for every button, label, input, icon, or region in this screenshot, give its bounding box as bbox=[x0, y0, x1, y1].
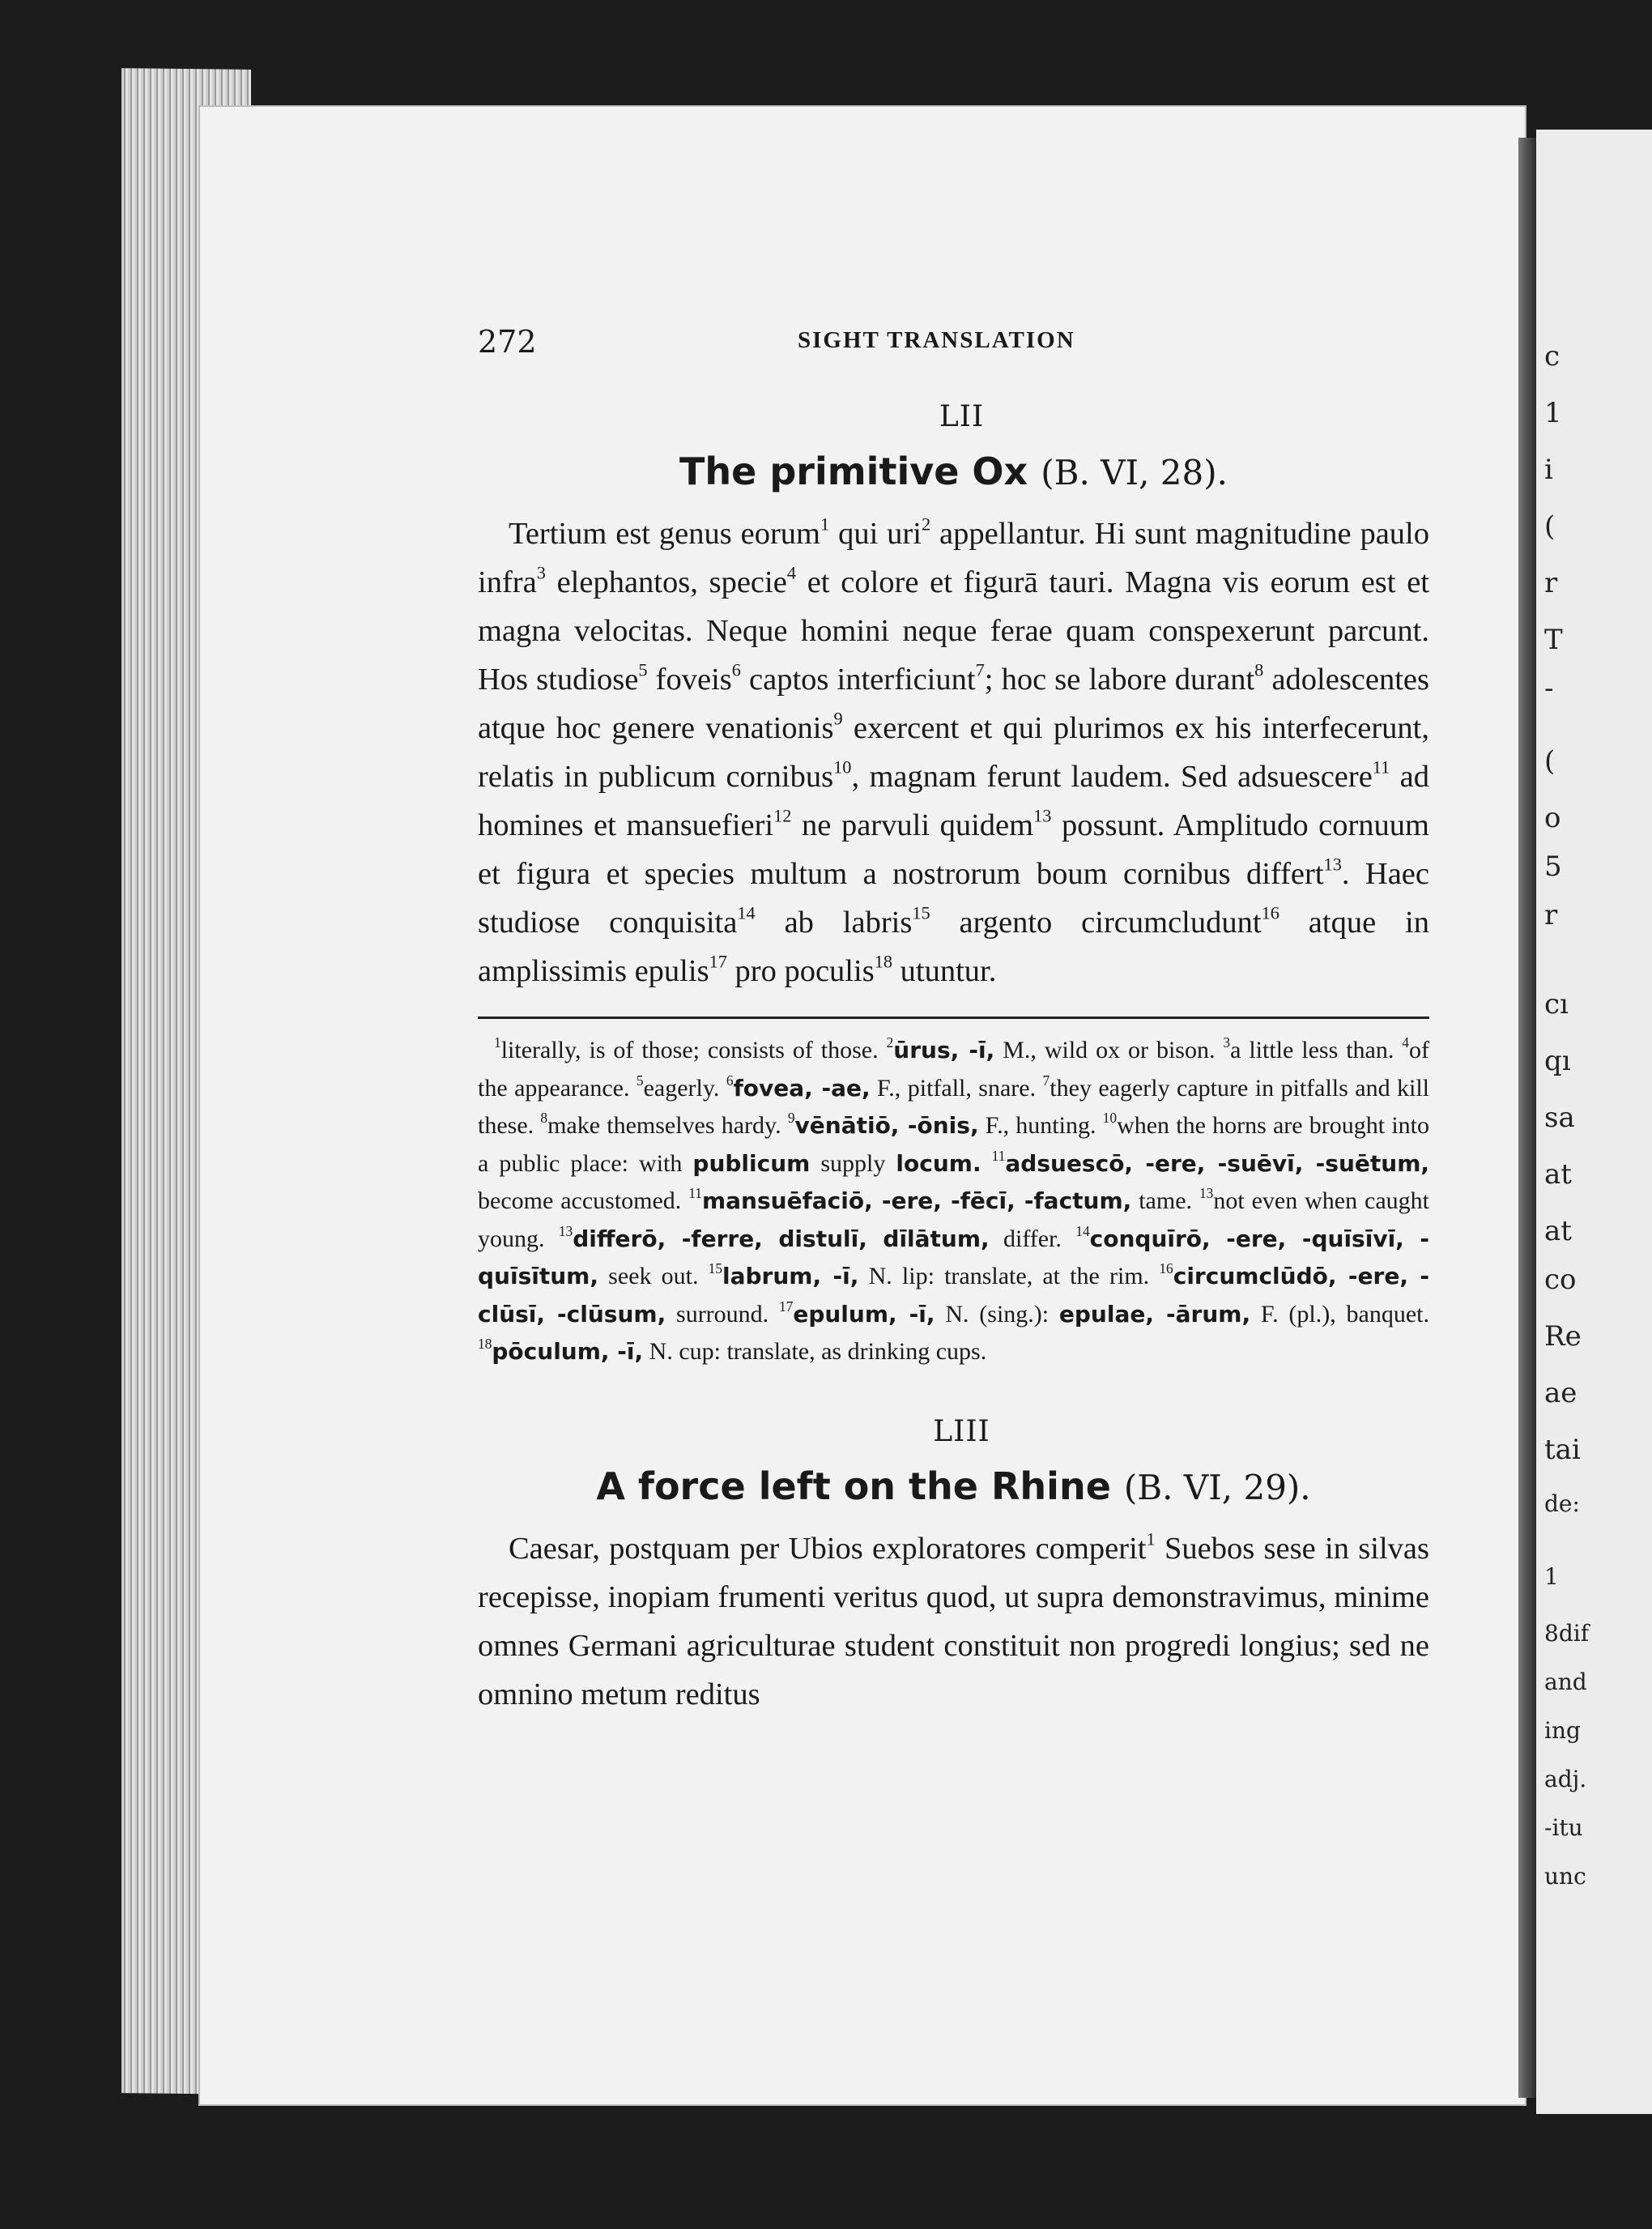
running-title: SIGHT TRANSLATION bbox=[798, 327, 1075, 353]
adjacent-page-text-fragment: ( bbox=[1544, 745, 1556, 778]
adjacent-page-text-fragment: at bbox=[1544, 1215, 1572, 1247]
adjacent-page-text-fragment: sa bbox=[1544, 1102, 1575, 1134]
adjacent-page-text-fragment: ing bbox=[1544, 1717, 1581, 1744]
latin-passage: Caesar, postquam per Ubios exploratores comperit$^1$ Suebos sese in silvas recepisse, inopiam frumenti veritus quod, ut supra demonstravimus, minime omnes Germani agriculturae student constituit non progredi longius; sed ne omnino metum reditus bbox=[478, 1528, 1429, 1711]
adjacent-page-text-fragment: - bbox=[1544, 672, 1554, 705]
page-number: 272 bbox=[478, 324, 537, 360]
adjacent-page-text-fragment: 1 bbox=[1544, 1563, 1559, 1590]
adjacent-page-text-fragment: adj. bbox=[1544, 1766, 1587, 1792]
page-content bbox=[478, 308, 1429, 1719]
section-number: LIII bbox=[933, 1414, 990, 1448]
adjacent-page-text-fragment: 1 bbox=[1544, 397, 1562, 429]
adjacent-page-text-fragment: cı bbox=[1544, 988, 1569, 1021]
adjacent-page-text-fragment: i bbox=[1544, 454, 1553, 486]
adjacent-page-text-fragment: r bbox=[1544, 567, 1558, 599]
adjacent-page-text-fragment: co bbox=[1544, 1264, 1577, 1296]
footnotes: $^1$literally, is of those; consists of those. $^2$ūrus, -ī, M., wild ox or bison. $^3$a little less than. $^4$of the appearance. $^5$eagerly. $^6$fovea, -ae, F., pitfall, snare. $^7$they eagerly capture in pitfalls and kill these. $^8$make themselves hardy. $^9$vēnātiō, -ōnis, F., hunting. $^{10}$when the horns are brought into a public place: with publicum supply locum. $^{11}$adsuescō, -ere, -suēvī, -suētum, become accustomed. $^{11}$mansuēfaciō, -ere, -fēcī, -factum, tame. $^{13}$not even when caught young. $^{13}$differō, -ferre, distulī, dīlātum, differ. $^{14}$conquīrō, -ere, -quīsīvī, -quīsītum, seek out. $^{15}$labrum, -ī, N. lip: translate, at the rim. $^{16}$circumclūdō, -ere, -clūsī, -clūsum, surround. $^{17}$epulum, -ī, N. (sing.): epulae, -ārum, F. (pl.), banquet. $^{18}$pōculum, -ī, N. cup: translate, as drinking cups. bbox=[478, 1034, 1430, 1365]
latin-passage: Tertium est genus eorum$^1$ qui uri$^2$ appellantur. Hi sunt magnitudine paulo infra$^3$ elephantos, specie$^4$ et colore et figurā tauri. Magna vis eorum est et magna velocitas. Neque homini neque ferae quam conspexerunt parcunt. Hos studiose$^5$ foveis$^6$ captos interficiunt$^7$; hoc se labore durant$^8$ adolescentes atque hoc genere venationis$^9$ exercent et qui plurimos ex his interfecerunt, relatis in publicum cornibus$^{10}$, magnam ferunt laudem. Sed adsuescere$^{11}$ ad homines et mansuefieri$^{12}$ ne parvuli quidem$^{13}$ possunt. Amplitudo cornuum et figura et species multum a nostrorum boum cornibus differt$^{13}$. Haec studiose conquisita$^{14}$ ab labris$^{15}$ argento circumcludunt$^{16}$ atque in amplissimis epulis$^{17}$ pro poculis$^{18}$ utuntur. bbox=[478, 514, 1430, 988]
adjacent-page-text-fragment: and bbox=[1544, 1669, 1587, 1695]
section-title-text: The primitive Ox bbox=[679, 450, 1028, 493]
adjacent-page-text-fragment: de: bbox=[1544, 1490, 1580, 1517]
adjacent-page-text-fragment: at bbox=[1544, 1158, 1572, 1191]
section-reference: (B. VI, 28). bbox=[1041, 453, 1228, 492]
section-title bbox=[478, 450, 1429, 493]
section-liii bbox=[478, 1415, 1429, 1719]
section-title-text: A force left on the Rhine bbox=[596, 1464, 1111, 1508]
adjacent-page-text-fragment: 5 bbox=[1544, 850, 1562, 883]
book-gutter bbox=[1518, 138, 1536, 2098]
adjacent-page-text-fragment: qı bbox=[1544, 1045, 1571, 1077]
adjacent-page-text-fragment: T bbox=[1544, 624, 1563, 656]
adjacent-page-text-fragment: c bbox=[1544, 340, 1560, 373]
adjacent-page-text-fragment: tai bbox=[1544, 1434, 1581, 1466]
adjacent-page-text-fragment: ( bbox=[1544, 510, 1556, 543]
section-number: LII bbox=[939, 400, 985, 433]
adjacent-page bbox=[1536, 130, 1652, 2114]
adjacent-page-text-fragment: r bbox=[1544, 899, 1558, 931]
adjacent-page-text-fragment: 8dif bbox=[1544, 1620, 1590, 1647]
adjacent-page-text-fragment: unc bbox=[1544, 1863, 1586, 1890]
adjacent-page-text-fragment: ae bbox=[1544, 1377, 1577, 1409]
section-reference: (B. VI, 29). bbox=[1123, 1467, 1311, 1507]
adjacent-page-text-fragment: Re bbox=[1544, 1320, 1582, 1353]
running-head bbox=[478, 308, 1429, 364]
adjacent-page-text-fragment: o bbox=[1544, 802, 1561, 834]
adjacent-page-text-fragment: -itu bbox=[1544, 1814, 1583, 1841]
footnote-rule bbox=[478, 1016, 1429, 1019]
section-title bbox=[478, 1464, 1429, 1508]
